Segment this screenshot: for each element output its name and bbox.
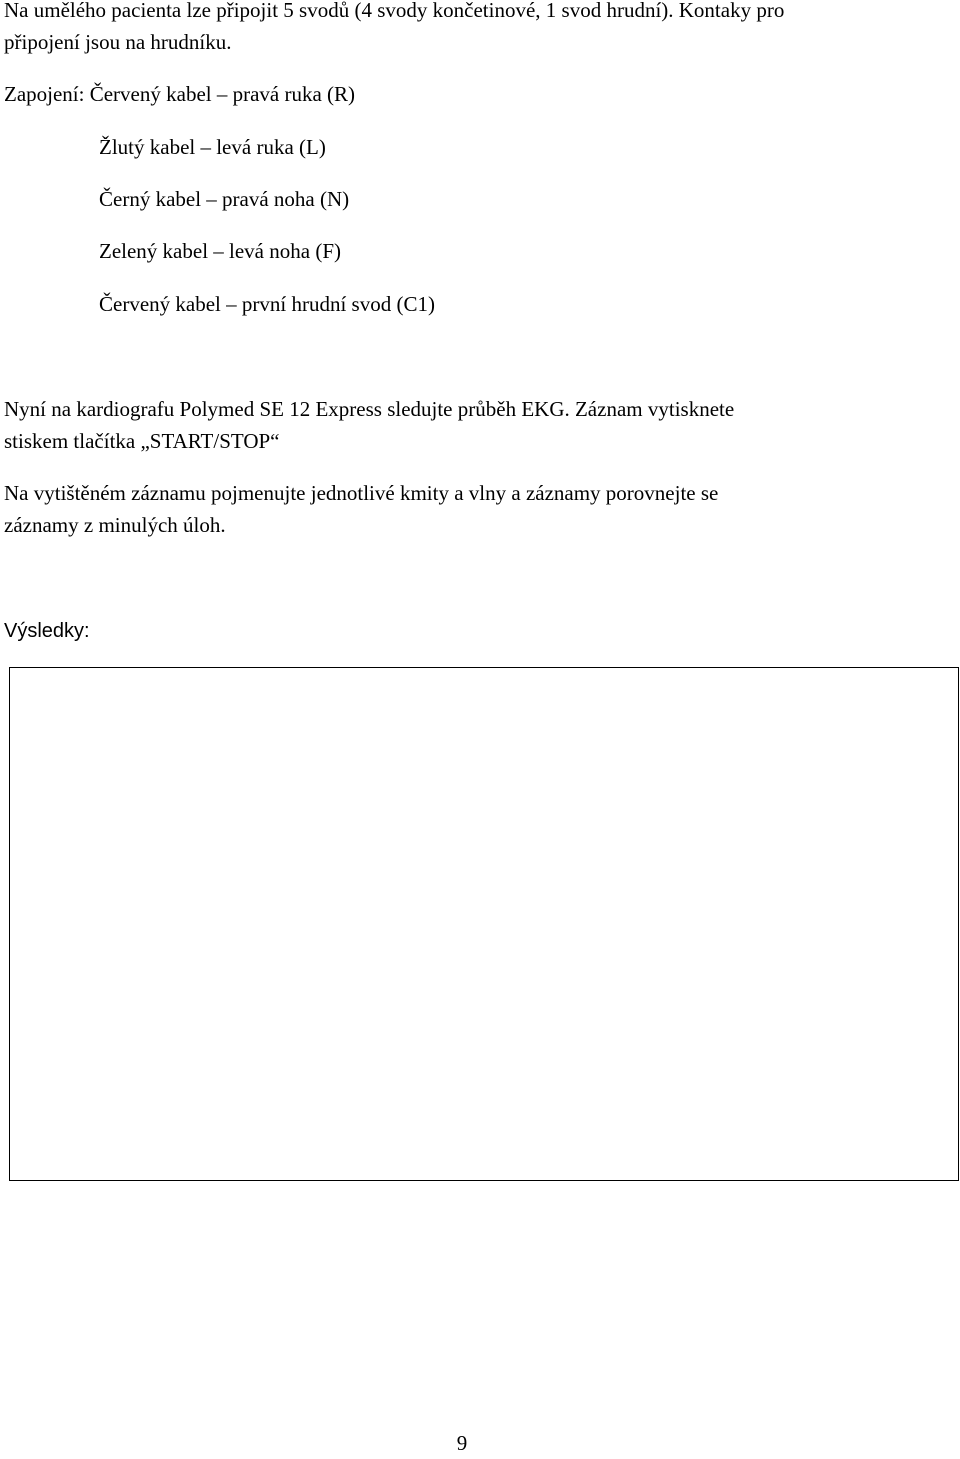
wiring-item-red-right-arm: Červený kabel – pravá ruka (R) bbox=[89, 82, 356, 106]
results-box bbox=[9, 667, 959, 1181]
intro-line-1: Na umělého pacienta lze připojit 5 svodů (4 svody končetinové, 1 svod hrudní). Kontaky pro bbox=[4, 0, 785, 22]
instructions-line-1: Nyní na kardiografu Polymed SE 12 Express sledujte průběh EKG. Záznam vytisknete bbox=[4, 397, 735, 421]
page-number: 9 bbox=[456, 1431, 468, 1455]
wiring-item-yellow-left-arm: Žlutý kabel – levá ruka (L) bbox=[99, 135, 326, 159]
wiring-label: Zapojení: bbox=[4, 82, 85, 106]
naming-line-2: záznamy z minulých úloh. bbox=[4, 513, 226, 537]
wiring-first-row bbox=[4, 78, 355, 110]
instructions-line-2: stiskem tlačítka „START/STOP“ bbox=[4, 429, 280, 453]
instructions-paragraph bbox=[4, 393, 734, 457]
wiring-item-black-right-leg: Černý kabel – pravá noha (N) bbox=[99, 187, 350, 211]
naming-paragraph bbox=[4, 477, 718, 541]
wiring-item-green-left-leg: Zelený kabel – levá noha (F) bbox=[99, 239, 341, 263]
wiring-item-red-chest-lead: Červený kabel – první hrudní svod (C1) bbox=[99, 292, 435, 316]
naming-line-1: Na vytištěném záznamu pojmenujte jednotlivé kmity a vlny a záznamy porovnejte se bbox=[4, 481, 719, 505]
intro-paragraph bbox=[4, 0, 784, 58]
intro-line-2: připojení jsou na hrudníku. bbox=[4, 30, 232, 54]
results-label: Výsledky: bbox=[4, 620, 90, 642]
